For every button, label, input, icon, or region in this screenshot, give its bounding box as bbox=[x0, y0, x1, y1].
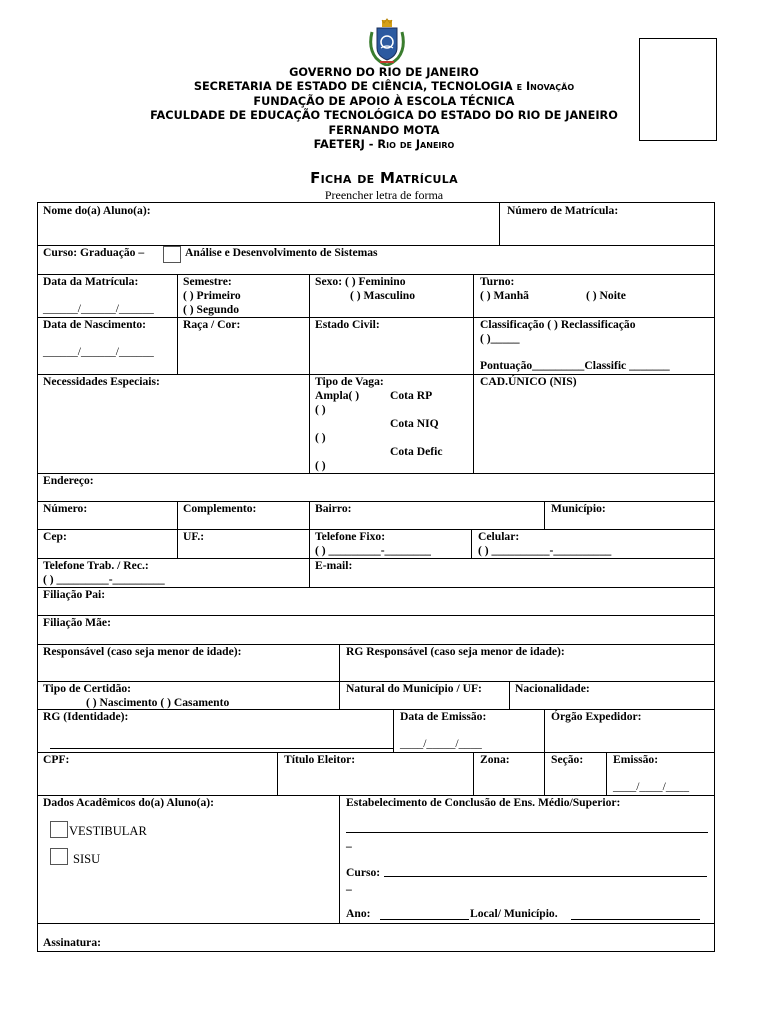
label-data-nascimento: Data de Nascimento: bbox=[43, 318, 147, 331]
data-nascimento-blank: ______/______/______ bbox=[43, 345, 154, 358]
field-data-emissao[interactable] bbox=[393, 709, 545, 753]
local-underline bbox=[571, 919, 700, 920]
certidao-opcoes[interactable]: ( ) Nascimento ( ) Casamento bbox=[86, 696, 230, 709]
label-curso-2: Curso: bbox=[346, 866, 381, 879]
field-telefone-trab[interactable] bbox=[37, 558, 310, 588]
label-vestibular: VESTIBULAR bbox=[69, 824, 147, 838]
label-secao: Seção: bbox=[551, 753, 584, 766]
field-tipo-vaga bbox=[309, 374, 474, 474]
ano-underline bbox=[380, 919, 469, 920]
label-telefone-trab: Telefone Trab. / Rec.: bbox=[43, 559, 149, 572]
option-segundo[interactable]: ( ) Segundo bbox=[183, 303, 240, 316]
pontuacao-blank: Pontuação_________Classific _______ bbox=[480, 359, 670, 372]
field-nome[interactable] bbox=[37, 202, 500, 246]
header-line-6 bbox=[0, 138, 768, 152]
label-email: E-mail: bbox=[315, 559, 353, 572]
header-line-6-main: FAETERJ - bbox=[313, 138, 374, 151]
label-ano: Ano: bbox=[346, 907, 371, 920]
header-line-1: GOVERNO DO RIO DE JANEIRO bbox=[289, 66, 479, 79]
field-zona[interactable] bbox=[473, 752, 545, 796]
data-matricula-blank: ______/______/______ bbox=[43, 302, 154, 315]
label-filiacao-mae: Filiação Mãe: bbox=[43, 616, 111, 629]
vestibular-checkbox[interactable] bbox=[50, 821, 68, 838]
label-nome: Nome do(a) Aluno(a): bbox=[43, 204, 151, 217]
header-line-5: FERNANDO MOTA bbox=[328, 124, 440, 137]
option-primeiro[interactable]: ( ) Primeiro bbox=[183, 289, 241, 302]
option-feminino[interactable]: Sexo: ( ) Feminino bbox=[315, 275, 406, 288]
header-line-2 bbox=[0, 80, 768, 94]
label-turno: Turno: bbox=[480, 275, 515, 288]
option-cota-niq[interactable]: ( ) bbox=[315, 431, 326, 444]
celular-blank: ( ) __________-__________ bbox=[478, 544, 612, 557]
label-cota-rp: Cota RP bbox=[390, 389, 433, 402]
field-numero[interactable] bbox=[37, 501, 178, 530]
state-coat-of-arms-icon bbox=[366, 18, 408, 66]
label-estabelecimento: Estabelecimento de Conclusão de Ens. Médio/Superior: bbox=[346, 796, 621, 809]
label-nacionalidade: Nacionalidade: bbox=[515, 682, 590, 695]
label-filiacao-pai: Filiação Pai: bbox=[43, 588, 106, 601]
field-bairro[interactable] bbox=[309, 501, 545, 530]
field-endereco[interactable] bbox=[37, 473, 715, 502]
field-necessidades[interactable] bbox=[37, 374, 310, 474]
field-data-matricula[interactable] bbox=[37, 274, 178, 318]
telefone-fixo-blank: ( ) _________-________ bbox=[315, 544, 431, 557]
label-cota-defic: Cota Defic bbox=[390, 445, 443, 458]
estabelecimento-underline bbox=[346, 832, 708, 833]
label-zona: Zona: bbox=[480, 753, 510, 766]
label-curso: Curso: Graduação – bbox=[43, 246, 145, 259]
field-semestre bbox=[177, 274, 310, 318]
field-dados-academicos bbox=[37, 795, 340, 924]
label-uf: UF.: bbox=[183, 530, 205, 543]
rg-underline bbox=[50, 748, 393, 749]
label-complemento: Complemento: bbox=[183, 502, 257, 515]
dash-1: – bbox=[346, 840, 352, 853]
label-necessidades: Necessidades Especiais: bbox=[43, 375, 160, 388]
label-tipo-vaga: Tipo de Vaga: bbox=[315, 375, 384, 388]
label-raca: Raça / Cor: bbox=[183, 318, 241, 331]
field-tipo-certidao bbox=[37, 681, 340, 710]
label-rg: RG (Identidade): bbox=[43, 710, 129, 723]
field-nacionalidade[interactable] bbox=[509, 681, 715, 710]
label-classificacao: Classificação ( ) Reclassificação bbox=[480, 318, 636, 331]
field-responsavel[interactable] bbox=[37, 644, 340, 682]
dash-2: – bbox=[346, 883, 352, 896]
label-municipio: Município: bbox=[551, 502, 606, 515]
field-complemento[interactable] bbox=[177, 501, 310, 530]
field-curso bbox=[37, 245, 715, 275]
label-semestre: Semestre: bbox=[183, 275, 232, 288]
field-cpf[interactable] bbox=[37, 752, 278, 796]
label-orgao: Órgão Expedidor: bbox=[551, 710, 642, 723]
field-numero-matricula[interactable] bbox=[499, 202, 715, 246]
label-data-emissao: Data de Emissão: bbox=[400, 710, 487, 723]
telefone-trab-blank: ( ) _________-_________ bbox=[43, 573, 165, 586]
label-numero-matricula: Número de Matrícula: bbox=[507, 204, 619, 217]
label-cota-niq: Cota NIQ bbox=[390, 417, 439, 430]
field-municipio[interactable] bbox=[544, 501, 715, 530]
label-estado-civil: Estado Civil: bbox=[315, 318, 380, 331]
field-turno bbox=[473, 274, 715, 318]
field-orgao[interactable] bbox=[544, 709, 715, 753]
sisu-checkbox[interactable] bbox=[50, 848, 68, 865]
label-assinatura: Assinatura: bbox=[43, 936, 101, 949]
field-data-nascimento[interactable] bbox=[37, 317, 178, 375]
header-line-2-main: SECRETARIA DE ESTADO DE CIÊNCIA, TECNOLOGIA bbox=[193, 80, 513, 93]
page-title: Ficha de Matrícula bbox=[310, 169, 458, 187]
field-estabelecimento[interactable] bbox=[339, 795, 715, 924]
field-filiacao-pai[interactable] bbox=[37, 587, 715, 616]
field-sexo bbox=[309, 274, 474, 318]
label-dados-academicos: Dados Acadêmicos do(a) Aluno(a): bbox=[43, 796, 215, 809]
field-raca[interactable] bbox=[177, 317, 310, 375]
label-titulo: Título Eleitor: bbox=[284, 753, 356, 766]
field-telefone-fixo[interactable] bbox=[309, 529, 472, 559]
field-uf[interactable] bbox=[177, 529, 310, 559]
page-subtitle: Preencher letra de forma bbox=[324, 188, 444, 202]
classificacao-blank: ( )_____ bbox=[480, 332, 520, 345]
field-natural[interactable] bbox=[339, 681, 510, 710]
data-emissao-blank: ____/_____/____ bbox=[400, 737, 482, 750]
option-noite[interactable]: ( ) Noite bbox=[586, 289, 626, 302]
field-rg-responsavel[interactable] bbox=[339, 644, 715, 682]
field-cad-unico[interactable] bbox=[473, 374, 715, 474]
label-telefone-fixo: Telefone Fixo: bbox=[315, 530, 386, 543]
label-sisu: SISU bbox=[73, 852, 101, 866]
label-endereco: Endereço: bbox=[43, 474, 94, 487]
label-responsavel: Responsável (caso seja menor de idade): bbox=[43, 645, 242, 658]
option-manha[interactable]: ( ) Manhã bbox=[480, 289, 529, 302]
header-line-6-sc: Rio de Janeiro bbox=[377, 138, 455, 151]
curso-nome: Análise e Desenvolvimento de Sistemas bbox=[185, 246, 378, 259]
label-data-matricula: Data da Matrícula: bbox=[43, 275, 139, 288]
header-line-3: FUNDAÇÃO DE APOIO À ESCOLA TÉCNICA bbox=[253, 95, 515, 108]
option-cota-defic[interactable]: ( ) bbox=[315, 459, 326, 472]
header-line-2-sc: e Inovação bbox=[516, 80, 575, 93]
field-assinatura[interactable] bbox=[37, 923, 715, 952]
field-emissao[interactable] bbox=[606, 752, 715, 796]
label-emissao: Emissão: bbox=[613, 753, 659, 766]
label-cad-unico: CAD.ÚNICO (NIS) bbox=[480, 375, 577, 388]
option-cota-rp[interactable]: ( ) bbox=[315, 403, 326, 416]
header-line-4: FACULDADE DE EDUCAÇÃO TECNOLÓGICA DO ESTADO DO RIO DE JANEIRO bbox=[150, 109, 618, 122]
field-estado-civil[interactable] bbox=[309, 317, 474, 375]
field-filiacao-mae[interactable] bbox=[37, 615, 715, 645]
field-secao[interactable] bbox=[544, 752, 607, 796]
label-celular: Celular: bbox=[478, 530, 520, 543]
field-classificacao[interactable] bbox=[473, 317, 715, 375]
field-rg[interactable] bbox=[37, 709, 394, 753]
label-tipo-certidao: Tipo de Certidão: bbox=[43, 682, 132, 695]
curso-checkbox[interactable] bbox=[163, 246, 181, 263]
label-bairro: Bairro: bbox=[315, 502, 352, 515]
field-celular[interactable] bbox=[471, 529, 715, 559]
option-ampla[interactable]: Ampla( ) bbox=[315, 389, 360, 402]
curso-underline bbox=[384, 876, 707, 877]
label-rg-responsavel: RG Responsável (caso seja menor de idade): bbox=[346, 645, 565, 658]
label-cep: Cep: bbox=[43, 530, 67, 543]
field-email[interactable] bbox=[309, 558, 715, 588]
emissao-blank: ____/____/____ bbox=[613, 780, 690, 793]
field-cep[interactable] bbox=[37, 529, 178, 559]
label-natural: Natural do Município / UF: bbox=[346, 682, 482, 695]
label-local: Local/ Município. bbox=[470, 907, 558, 920]
label-numero: Número: bbox=[43, 502, 88, 515]
field-titulo[interactable] bbox=[277, 752, 474, 796]
option-masculino[interactable]: ( ) Masculino bbox=[350, 289, 416, 302]
label-cpf: CPF: bbox=[43, 753, 70, 766]
